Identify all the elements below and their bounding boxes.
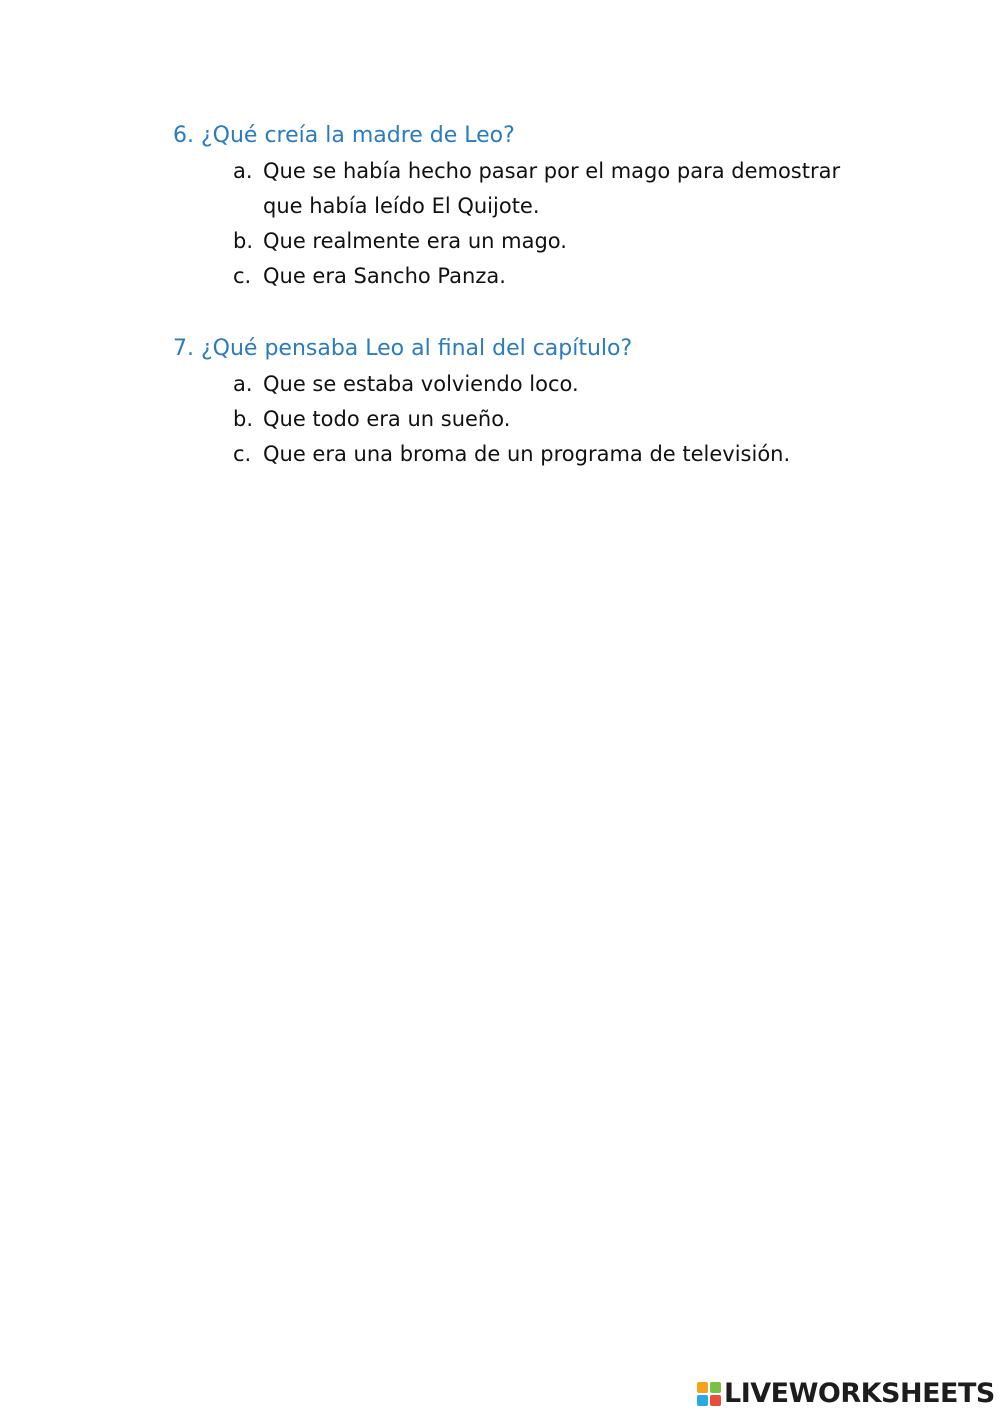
answer-option-c[interactable] xyxy=(173,437,933,472)
option-text: Que todo era un sueño. xyxy=(263,407,511,431)
question-7 xyxy=(173,331,933,472)
option-letter: c. xyxy=(233,442,252,466)
option-text: Que se estaba volviendo loco. xyxy=(263,372,579,396)
logo-square-2 xyxy=(710,1382,721,1393)
logo-square-3 xyxy=(697,1395,708,1406)
answer-option-b[interactable] xyxy=(173,402,933,437)
liveworksheets-logo xyxy=(697,1379,995,1409)
answer-option-b[interactable] xyxy=(173,224,933,259)
option-text: Que era Sancho Panza. xyxy=(263,264,506,288)
option-letter: b. xyxy=(233,229,254,253)
logo-square-1 xyxy=(697,1382,708,1393)
option-letter: c. xyxy=(233,264,252,288)
option-text: Que era una broma de un programa de televisión. xyxy=(263,442,791,466)
answer-options xyxy=(173,154,933,294)
logo-grid-icon xyxy=(697,1382,721,1406)
option-letter: a. xyxy=(233,159,253,183)
option-text: Que realmente era un mago. xyxy=(263,229,567,253)
question-title: 6. ¿Qué creía la madre de Leo? xyxy=(173,123,515,148)
question-6 xyxy=(173,118,933,294)
answer-option-a[interactable] xyxy=(173,154,933,224)
answer-options xyxy=(173,367,933,472)
option-letter: a. xyxy=(233,372,253,396)
option-letter: b. xyxy=(233,407,254,431)
logo-square-4 xyxy=(710,1395,721,1406)
option-text: Que se había hecho pasar por el mago para demostrar que había leído El Quijote. xyxy=(263,159,841,218)
answer-option-c[interactable] xyxy=(173,259,933,294)
question-title: 7. ¿Qué pensaba Leo al final del capítulo? xyxy=(173,336,633,361)
answer-option-a[interactable] xyxy=(173,367,933,402)
logo-text: LIVEWORKSHEETS xyxy=(724,1378,995,1409)
